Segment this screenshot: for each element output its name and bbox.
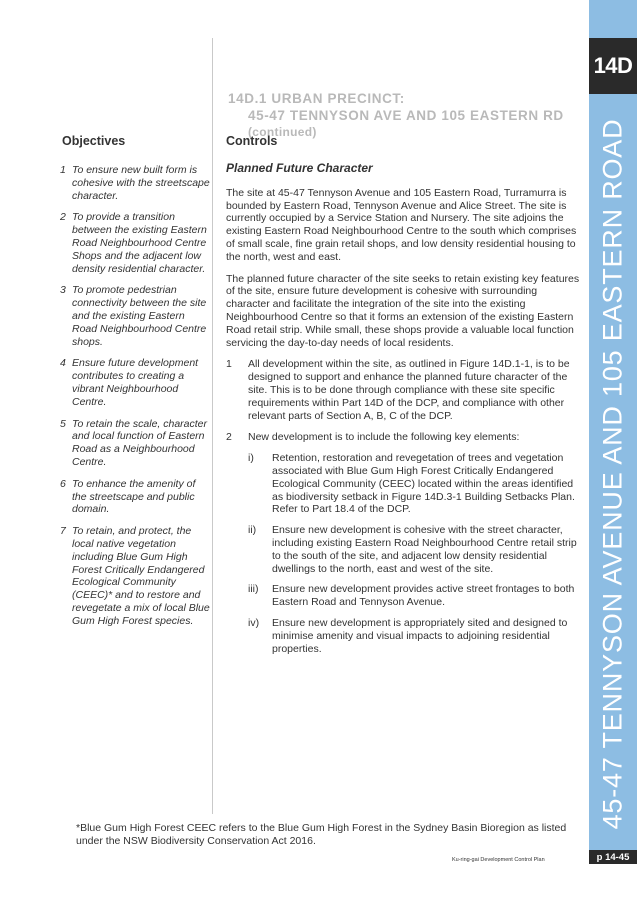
objective-number: 2 <box>60 211 66 224</box>
footnote: *Blue Gum High Forest CEEC refers to the Blue Gum High Forest in the Sydney Basin Bioregion as listed under the NSW Biodiversity Conservation Act 2016. <box>76 822 567 847</box>
objective-text: To retain the scale, character and local function of Eastern Road as a Neighbourhood Centre. <box>72 417 208 468</box>
objective-text: To retain, and protect, the local native vegetation including Blue Gum High Forest Critically Endangered Ecological Community (CEEC)* and to restore and revegetate a mix of local Blue Gum High Forest species. <box>72 525 210 627</box>
objective-number: 3 <box>60 284 66 297</box>
objective-number: 5 <box>60 417 66 430</box>
objective-text: To enhance the amenity of the streetscape and public domain. <box>72 477 196 516</box>
objective-item <box>60 478 210 516</box>
objective-item <box>60 164 210 202</box>
heading-continued: (continued) <box>248 125 317 139</box>
key-element-text: Ensure new development is cohesive with the street character, including existing Eastern Road Neighbourhood Centre retail strip to the south of the site, and adjacent low density residential dwellings to the north, east and west of the site. <box>272 524 577 575</box>
side-title: 45-47 TENNYSON AVENUE AND 105 EASTERN ROAD <box>597 118 628 830</box>
objective-text: Ensure future development contributes to creating a vibrant Neighbourhood Centre. <box>72 357 199 408</box>
key-element-text: Ensure new development is appropriately sited and designed to minimise amenity and visual impacts to adjoining residential properties. <box>272 616 568 655</box>
objectives-title: Objectives <box>62 134 126 148</box>
control-text: New development is to include the following key elements: <box>248 431 520 444</box>
footer-label: Ku-ring-gai Development Control Plan <box>452 857 545 863</box>
controls-paragraph: The planned future character of the site seeks to retain existing key features of the site, ensure future development is cohesive with surrounding character and facilitate the integration of the site into the existing Neighbourhood Centre so that it forms an extension of the existing Eastern Road retail strip. While small, these shops provide a valuable local function servicing the day-to-day needs of local residents. <box>226 272 580 349</box>
control-number: 2 <box>226 431 232 444</box>
heading-line-2: 45-47 TENNYSON AVE AND 105 EASTERN RD <box>248 108 564 123</box>
key-element-item <box>248 583 580 609</box>
key-element-numeral: iii) <box>248 583 259 596</box>
column-divider <box>212 38 213 814</box>
key-element-item <box>248 617 580 655</box>
control-item <box>226 431 580 655</box>
heading-line-1: 14D.1 URBAN PRECINCT: <box>228 91 405 106</box>
key-element-text: Ensure new development provides active street frontages to both Eastern Road and Tennyson Avenue. <box>272 583 575 609</box>
key-element-numeral: i) <box>248 452 254 465</box>
side-title-container <box>589 110 637 838</box>
objective-item <box>60 284 210 348</box>
objective-number: 1 <box>60 164 66 176</box>
key-element-item <box>248 452 580 516</box>
planned-future-character-heading: Planned Future Character <box>226 161 373 175</box>
objective-item <box>60 211 210 275</box>
key-element-numeral: ii) <box>248 524 257 537</box>
objective-text: To provide a transition between the existing Eastern Road Neighbourhood Centre Shops and the adjacent low density residential character. <box>72 211 207 275</box>
controls-title: Controls <box>226 134 278 148</box>
objective-item <box>60 357 210 408</box>
control-number: 1 <box>226 358 232 371</box>
objective-text: To promote pedestrian connectivity between the site and the existing Eastern Road Neighbourhood Centre shops. <box>72 284 207 348</box>
control-text: All development within the site, as outlined in Figure 14D.1-1, is to be designed to support and enhance the planned future character of the site. This is to be done through compliance with these site specific requirements within Part 14D of the DCP, and compliance with other relevant parts of Section A, B, C of the DCP. <box>248 358 570 422</box>
key-element-text: Retention, restoration and revegetation of trees and vegetation associated with Blue Gum High Forest Critically Endangered Ecological Community (CEEC) located within the areas identified as biodiversity setback in Figure 14D.3-1 Building Setbacks Plan. Refer to Part 18.4 of the DCP. <box>272 452 575 516</box>
objective-item <box>60 525 210 627</box>
controls-list <box>226 358 580 655</box>
control-item <box>226 358 580 422</box>
objective-number: 4 <box>60 357 66 370</box>
objectives-list <box>60 164 210 637</box>
key-element-numeral: iv) <box>248 616 260 629</box>
section-heading <box>228 90 588 141</box>
controls-section <box>226 162 580 664</box>
objective-number: 6 <box>60 477 66 490</box>
controls-paragraph: The site at 45-47 Tennyson Avenue and 105 Eastern Road, Turramurra is bounded by Eastern Road, Tennyson Avenue and Alice Street. The site is currently occupied by a Service Station and Nursery. The site adjoins the existing Eastern Road Neighbourhood Centre to the south which comprises of small scale, fine grain retail shops, and low density residential housing to the north, west and east. <box>226 186 577 263</box>
page-number: p 14-45 <box>589 850 637 864</box>
key-element-item <box>248 524 580 575</box>
objective-number: 7 <box>60 525 66 538</box>
section-badge: 14D <box>589 38 637 94</box>
key-elements-list <box>248 452 580 655</box>
objective-item <box>60 418 210 469</box>
objective-text: To ensure new built form is cohesive with the streetscape character. <box>72 164 210 202</box>
